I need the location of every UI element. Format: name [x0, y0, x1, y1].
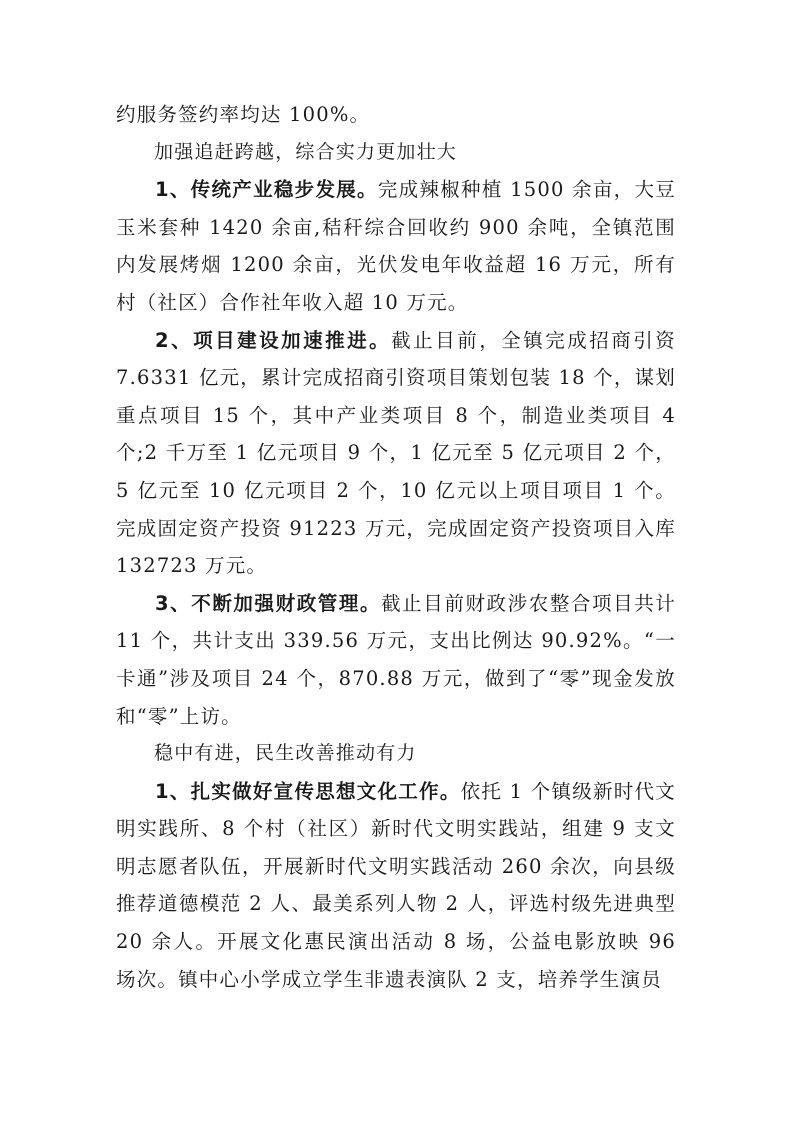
paragraph-text: 截止目前财政涉农整合项目共计 11 个，共计支出 339.56 万元，支出比例达 90.92%。“一卡通”涉及项目 24 个，870.88 万元，做到了“零”现金发放和“零”上访。 — [116, 591, 676, 728]
paragraph-text: 依托 1 个镇级新时代文明实践所、8 个村（社区）新时代文明实践站，组建 9 支文明志愿者队伍，开展新时代文明实践活动 260 余次，向县级推荐道德模范 2 人、最美系列人物 2 人，评选村级先进典型 20 余人。开展文化惠民演出活动 8 场，公益电影放映 96 场次。镇中心小学成立学生非遗表演队 2 支，培养学生演员 — [116, 779, 676, 991]
paragraph-lead: 1、传统产业稳步发展。 — [155, 178, 378, 202]
paragraph-traditional-industry — [116, 171, 676, 321]
paragraph-lead: 2、项目建设加速推进。 — [155, 328, 392, 352]
paragraph-signing-rate — [116, 96, 676, 134]
paragraph-culture-work — [116, 773, 676, 999]
paragraph-text: 约服务签约率均达 100%。 — [116, 103, 371, 126]
section-heading-economy: 加强追赶跨越，综合实力更加壮大 — [154, 140, 458, 163]
document-body — [116, 96, 676, 998]
paragraph-lead: 3、不断加强财政管理。 — [155, 591, 382, 615]
paragraph-text: 完成辣椒种植 1500 余亩，大豆玉米套种 1420 余亩,秸秆综合回收约 900 余吨，全镇范围内发展烤烟 1200 余亩，光伏发电年收益超 16 万元，所有村（社区）合作社年收入超 10 万元。 — [116, 178, 676, 314]
paragraph-finance-management — [116, 585, 676, 735]
paragraph-project-construction — [116, 322, 676, 585]
paragraph-text: 截止目前，全镇完成招商引资 7.6331 亿元，累计完成招商引资项目策划包装 18 个，谋划重点项目 15 个，其中产业类项目 8 个，制造业类项目 4 个;2 千万至 1 亿元项目 9 个，1 亿元至 5 亿元项目 2 个，5 亿元至 10 亿元项目 2 个，10 亿元以上项目项目 1 个。完成固定资产投资 91223 万元，完成固定资产投资项目入库 132723 万元。 — [116, 328, 676, 578]
section-heading-livelihood: 稳中有进，民生改善推动有力 — [154, 742, 417, 765]
paragraph-lead: 1、扎实做好宣传思想文化工作。 — [155, 779, 461, 803]
